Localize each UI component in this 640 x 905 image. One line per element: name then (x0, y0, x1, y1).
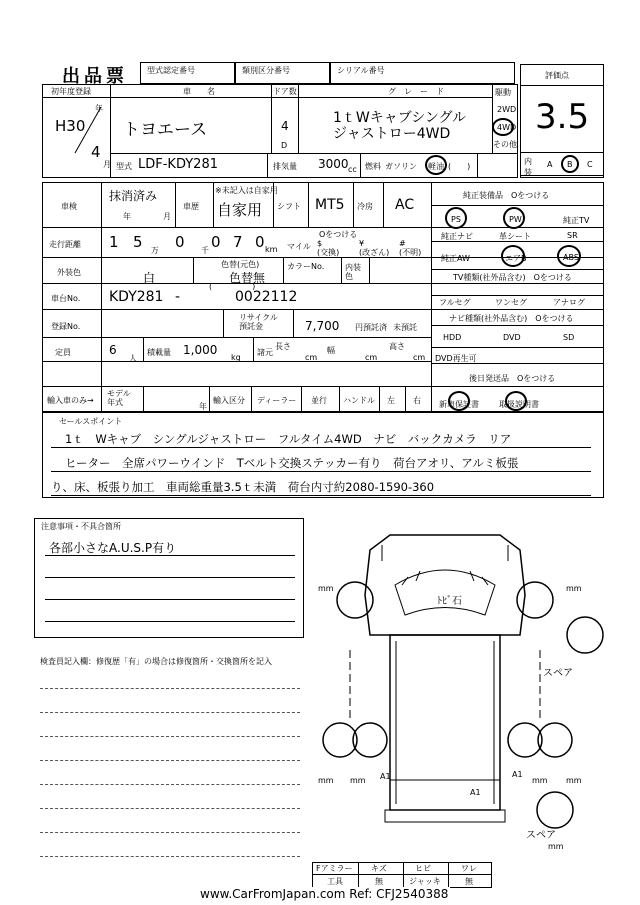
import-kind-label: 輸入区分 (213, 396, 245, 405)
grade-line1: 1ｔWキャブシングル (333, 110, 467, 126)
inspector-label: 検査員記入欄：修復歴「有」の場合は修復箇所・交換箇所を記入 (40, 657, 272, 666)
capacity-unit: 人 (129, 354, 137, 363)
form-field-1 (140, 62, 235, 84)
fuel-label: 燃料 (365, 162, 381, 171)
watermark: www.CarFromJapan.com Ref: CFJ2540388 (200, 887, 449, 901)
chassis-dash: - (175, 289, 181, 305)
windshield-mark: ﾄﾋﾞ石 (437, 596, 462, 607)
sales-line: 1ｔ Wキャブ シングルジャストロー フルタイム4WD ナビ バックカメラ リア (65, 432, 512, 446)
doors-label: ドア数 (273, 87, 297, 96)
legend-value: 無 (465, 877, 473, 886)
height-cm: cm (413, 353, 426, 362)
displacement-unit: cc (348, 165, 357, 174)
mileage-unknown: # (不明) (399, 239, 422, 257)
drive-2wd: 2WD (497, 105, 517, 114)
drive-4wd-circle (492, 118, 517, 136)
equip-navi: 純正ナビ (441, 232, 473, 241)
sales-points (42, 412, 604, 498)
equip-ps: PS (451, 215, 461, 224)
mileage-miles: マイル (287, 242, 311, 251)
mileage-digit: 7 (233, 233, 243, 251)
notes-box (34, 518, 304, 638)
import-dealer: ディーラー (257, 396, 297, 405)
nav-dvd: DVD (503, 333, 521, 342)
form-title: 出品票 (62, 66, 128, 87)
interior-grade (520, 152, 604, 178)
notes-label: 注意事項・不具合箇所 (41, 522, 121, 531)
mileage-digit: 0 (175, 233, 185, 251)
interior-c: C (587, 160, 593, 169)
handle-right: 右 (413, 396, 421, 405)
width-label: 幅 (327, 346, 335, 355)
shift-label: シフト (277, 202, 301, 211)
equip-airbag-circle (501, 245, 525, 267)
chassis-number: 0022112 (235, 289, 298, 305)
fuel-alt: 軽油 (428, 162, 444, 171)
mileage-digit: 0 (211, 233, 221, 251)
color-no-label: カラーNo. (287, 262, 325, 271)
tv-oneseg: ワンセグ (495, 298, 527, 307)
legend-header: Fアミラー (316, 864, 353, 873)
grade-label: グ レ ー ド (388, 87, 444, 96)
tv-fullseg: フルセグ (439, 298, 471, 307)
form-field-2-label: 類別区分番号 (242, 66, 290, 75)
model-year-unit: 年 (199, 402, 207, 411)
legend-header: キズ (371, 864, 387, 873)
mileage-label: 走行距離 (49, 240, 81, 249)
mileage-digit: 5 (133, 233, 143, 251)
equip-abs-circle (557, 245, 581, 267)
interior-b-circle (561, 155, 579, 173)
grade-line2: ジャストロー4WD (333, 126, 451, 142)
form-field-3 (330, 62, 515, 84)
fuel-value: ガソリン (385, 162, 417, 171)
nav-dvd-play: DVD再生可 (435, 354, 477, 363)
mark-a1: A1 (380, 772, 391, 781)
equip-airbag: エアB (505, 254, 527, 263)
vehicle-diagram (310, 525, 610, 865)
import-label: 輸入車のみ→ (47, 396, 94, 405)
nav-hdd: HDD (443, 333, 462, 342)
mileage-unit-km: km (265, 245, 278, 254)
year-unit: 年 (95, 104, 103, 113)
main-grid (42, 182, 604, 412)
after-manual: 取扱説明書 (499, 400, 539, 409)
mm-label: mm (532, 776, 548, 785)
inspection-label: 車検 (61, 202, 77, 211)
drive-label: 駆動 (495, 88, 511, 97)
inspection-month-unit: 月 (163, 212, 171, 221)
equipment-title: 純正装備品 Oをつける (463, 191, 550, 200)
mileage-digits (105, 229, 277, 255)
mm-label: mm (318, 584, 334, 593)
recycle-value: 7,700 (305, 319, 340, 333)
legend-header: ヒビ (415, 864, 431, 873)
import-parallel: 並行 (311, 396, 327, 405)
after-manual-circle (505, 391, 527, 411)
first-reg-label: 初年度登録 (51, 87, 91, 96)
car-name-label: 車 名 (183, 87, 215, 96)
recycle-yen: 円預託済 (355, 323, 387, 332)
doors-value: 4 (281, 119, 289, 133)
recycle-unpaid: 未預託 (393, 323, 417, 332)
displacement-label: 排気量 (273, 162, 297, 171)
mm-label: mm (566, 584, 582, 593)
form-field-3-label: シリアル番号 (337, 66, 385, 75)
width-cm: cm (365, 353, 378, 362)
car-name: トヨエース (123, 120, 208, 140)
legend-header: ワレ (461, 864, 477, 873)
doors-unit: D (281, 141, 288, 150)
mileage-unit-sen: 千 (201, 246, 209, 255)
inspection-year-unit: 年 (123, 212, 131, 221)
paint-value: 色替無 (229, 271, 266, 285)
mark-a1: A1 (512, 770, 523, 779)
legend-value: ジャッキ (409, 877, 441, 886)
nav-sd: SD (563, 333, 575, 342)
color-label: 外装色 (57, 268, 81, 277)
usage-value: 自家用 (217, 201, 263, 219)
model-value: LDF-KDY281 (138, 157, 218, 172)
shift-value: MT5 (315, 197, 345, 213)
mark-a1: A1 (470, 788, 481, 797)
handle-left: 左 (387, 396, 395, 405)
mm-label: mm (318, 776, 334, 785)
paint-label: 色替(元色) (221, 260, 260, 269)
usage-note: ※未記入は自家用 (215, 186, 278, 195)
dims-label: 諸元 (257, 348, 273, 357)
vehicle-basics (42, 84, 518, 178)
nav-title: ナビ種類(社外品含む) Oをつける (449, 314, 574, 323)
mileage-check-label: Oをつける (319, 230, 358, 239)
mileage-swap: $ (交換) (317, 239, 340, 257)
usage-label: 車歴 (183, 202, 199, 211)
registration-label: 登録No. (51, 322, 81, 331)
length-label: 長さ (275, 342, 291, 351)
load-value: 1,000 (183, 343, 218, 357)
load-unit: kg (231, 353, 241, 362)
load-label: 積載量 (147, 348, 171, 357)
equip-aw: 純正AW (441, 254, 470, 263)
equip-abs: ABS (563, 253, 579, 262)
tv-title: TV種類(社外品含む) Oをつける (453, 273, 572, 282)
equip-pw: PW (509, 215, 522, 224)
score-label: 評価点 (545, 71, 569, 80)
ac-label: 冷房 (357, 202, 373, 211)
tv-analog: アナログ (553, 298, 585, 307)
sales-line: り、床、板張り加工 車両総重量3.5ｔ未満 荷台内寸約2080-1590-360 (51, 480, 435, 494)
mm-label: mm (350, 776, 366, 785)
mm-label: mm (548, 842, 564, 851)
after-warranty: 新車保証書 (439, 400, 479, 409)
legend-box (312, 862, 492, 888)
length-cm: cm (305, 353, 318, 362)
inspection-value: 抹消済み (109, 189, 158, 203)
legend-value: 無 (375, 877, 383, 886)
legend-value: 工具 (327, 877, 343, 886)
mm-label: mm (566, 776, 582, 785)
mileage-digit: 0 (255, 233, 265, 251)
fuel-circle (425, 155, 447, 175)
first-reg-era: H30 (55, 117, 86, 135)
equip-tv: 純正TV (563, 216, 590, 225)
fuel-paren: ( ) (448, 162, 471, 171)
interior-b: B (567, 160, 573, 169)
after-warranty-circle (448, 391, 470, 411)
equip-pw-circle (503, 207, 525, 229)
notes-text: 各部小さなA.U.S.P有り (49, 541, 177, 555)
sales-line: ヒーター 全席パワーウインド Tベルト交換ステッカー有り 荷台アオリ、アルミ板張 (65, 456, 519, 470)
after-title: 後日発送品 Oをつける (469, 374, 556, 383)
height-label: 高さ (389, 342, 405, 351)
sales-label: セールスポイント (59, 417, 123, 426)
color-value: 白 (143, 271, 156, 285)
equip-leather: 革シート (499, 232, 531, 241)
interior-a: A (547, 160, 553, 169)
capacity-value: 6 (109, 343, 117, 357)
form-field-1-label: 型式認定番号 (147, 66, 195, 75)
interior-label: 内装 (524, 157, 532, 177)
drive-other: その他 (493, 140, 517, 149)
model-year-label: モデル 年式 (107, 389, 131, 407)
chassis-prefix: KDY281 (109, 289, 164, 305)
paint-paren: ( ) (209, 282, 256, 291)
mileage-tamper: ¥ (改ざん) (359, 239, 390, 257)
recycle-label: リサイクル 預託金 (239, 313, 278, 331)
ac-value: AC (395, 197, 415, 213)
equip-sr: SR (567, 231, 578, 240)
spare-label: スペア (526, 830, 556, 841)
form-field-2 (235, 62, 330, 84)
equip-ps-circle (445, 207, 467, 229)
first-reg-month: 4 (91, 143, 101, 161)
capacity-label: 定員 (55, 348, 71, 357)
mileage-digit: 1 (109, 233, 119, 251)
drive-4wd: 4WD (497, 123, 517, 132)
chassis-label: 車台No. (51, 294, 81, 303)
handle-label: ハンドル (343, 396, 375, 405)
spare-label: スペア (543, 668, 573, 679)
displacement-value: 3000 (318, 157, 349, 171)
mileage-unit-man: 万 (151, 246, 159, 255)
month-unit: 月 (103, 160, 111, 169)
score-value: 3.5 (535, 97, 590, 137)
model-label: 型式 (116, 162, 132, 171)
interior-color-label: 内装 色 (345, 263, 361, 281)
